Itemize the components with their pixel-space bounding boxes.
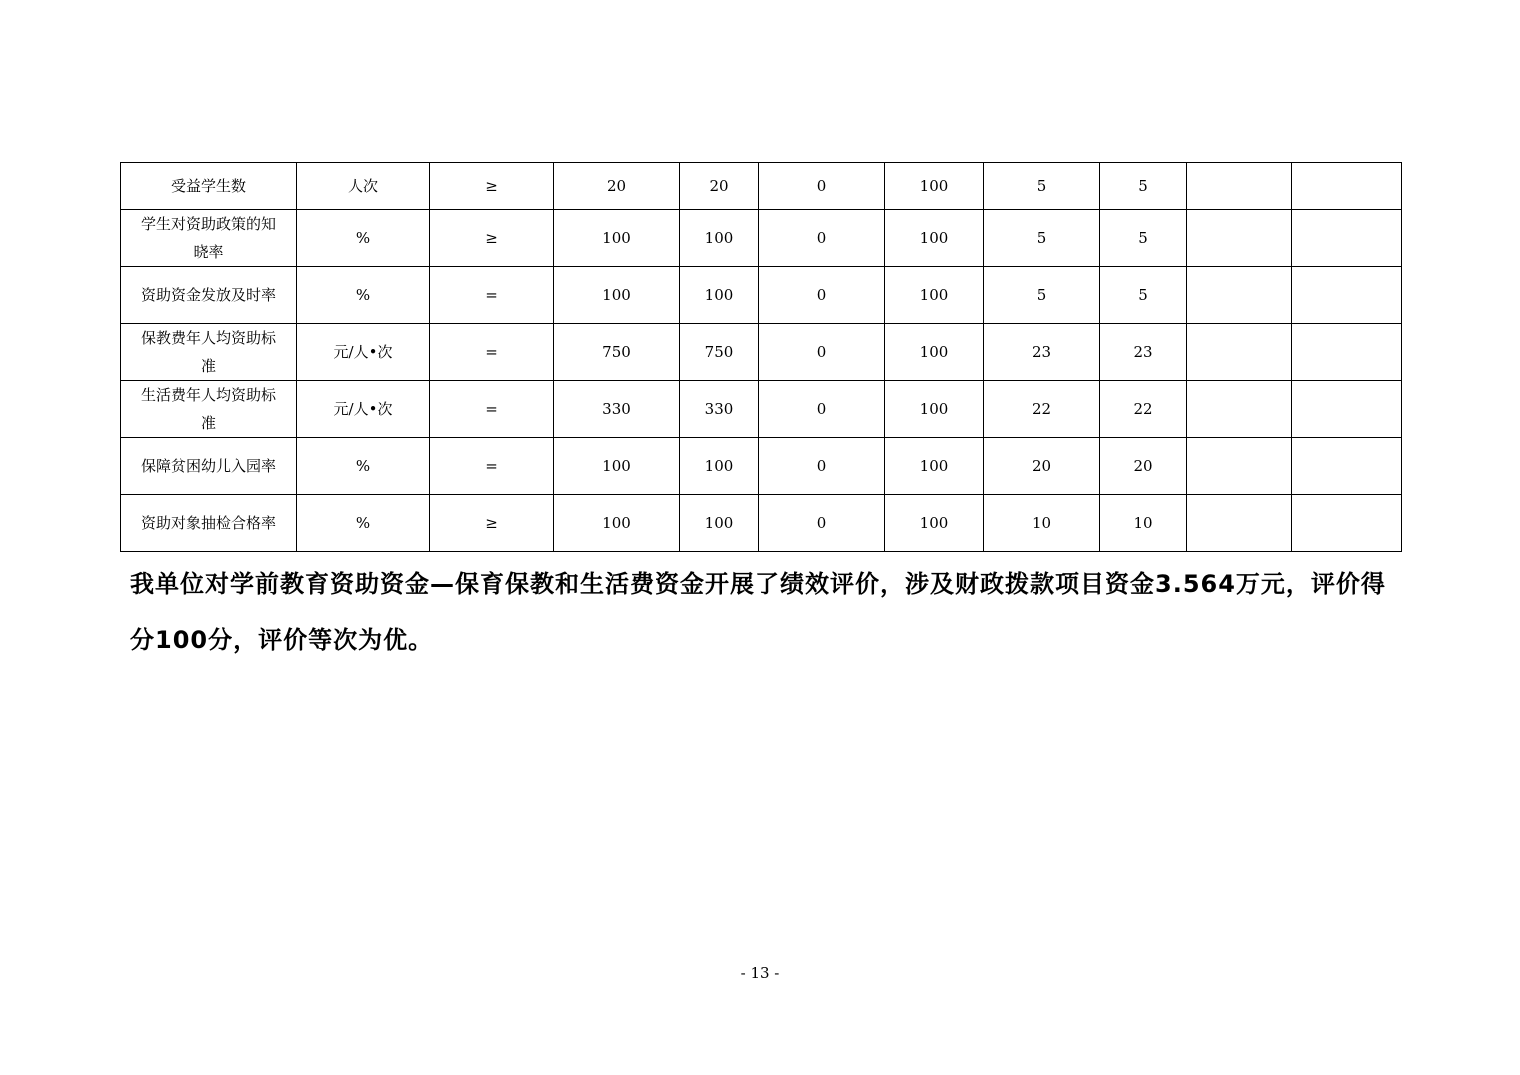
completion-rate-cell: 100: [885, 495, 984, 552]
unit-cell: %: [297, 210, 430, 267]
score-cell: 10: [1100, 495, 1187, 552]
unit-cell: %: [297, 438, 430, 495]
table-row: [121, 267, 1402, 324]
operator-cell: =: [430, 267, 554, 324]
unit-cell: %: [297, 495, 430, 552]
empty-cell: [1187, 267, 1292, 324]
indicator-name-cell: 生活费年人均资助标准: [121, 381, 297, 438]
actual-value-cell: 330: [680, 381, 759, 438]
unit-cell: %: [297, 267, 430, 324]
weight-cell: 5: [984, 267, 1100, 324]
indicator-name-cell: 资助对象抽检合格率: [121, 495, 297, 552]
weight-cell: 22: [984, 381, 1100, 438]
target-value-cell: 330: [554, 381, 680, 438]
table-row: [121, 381, 1402, 438]
target-value-cell: 20: [554, 163, 680, 210]
target-value-cell: 750: [554, 324, 680, 381]
operator-cell: =: [430, 324, 554, 381]
empty-cell: [1292, 163, 1402, 210]
completion-rate-cell: 100: [885, 267, 984, 324]
empty-cell: [1292, 438, 1402, 495]
table-row: [121, 210, 1402, 267]
actual-value-cell: 100: [680, 267, 759, 324]
score-cell: 20: [1100, 438, 1187, 495]
operator-cell: ≥: [430, 495, 554, 552]
weight-cell: 5: [984, 163, 1100, 210]
actual-value-cell: 100: [680, 495, 759, 552]
indicator-name-cell: 保障贫困幼儿入园率: [121, 438, 297, 495]
performance-indicator-table: [120, 162, 1402, 552]
table-row: [121, 438, 1402, 495]
operator-cell: ≥: [430, 163, 554, 210]
indicator-name-cell: 保教费年人均资助标准: [121, 324, 297, 381]
unit-cell: 元/人•次: [297, 324, 430, 381]
target-value-cell: 100: [554, 267, 680, 324]
operator-cell: ≥: [430, 210, 554, 267]
deviation-cell: 0: [759, 210, 885, 267]
empty-cell: [1292, 381, 1402, 438]
deviation-cell: 0: [759, 438, 885, 495]
completion-rate-cell: 100: [885, 438, 984, 495]
operator-cell: =: [430, 381, 554, 438]
completion-rate-cell: 100: [885, 163, 984, 210]
deviation-cell: 0: [759, 495, 885, 552]
empty-cell: [1292, 210, 1402, 267]
target-value-cell: 100: [554, 438, 680, 495]
deviation-cell: 0: [759, 163, 885, 210]
table-row: [121, 495, 1402, 552]
actual-value-cell: 20: [680, 163, 759, 210]
deviation-cell: 0: [759, 267, 885, 324]
weight-cell: 10: [984, 495, 1100, 552]
empty-cell: [1187, 438, 1292, 495]
empty-cell: [1187, 381, 1292, 438]
operator-cell: =: [430, 438, 554, 495]
weight-cell: 20: [984, 438, 1100, 495]
deviation-cell: 0: [759, 381, 885, 438]
empty-cell: [1292, 324, 1402, 381]
completion-rate-cell: 100: [885, 210, 984, 267]
score-cell: 5: [1100, 163, 1187, 210]
empty-cell: [1292, 267, 1402, 324]
deviation-cell: 0: [759, 324, 885, 381]
indicator-name-cell: 资助资金发放及时率: [121, 267, 297, 324]
empty-cell: [1187, 163, 1292, 210]
completion-rate-cell: 100: [885, 381, 984, 438]
weight-cell: 23: [984, 324, 1100, 381]
score-cell: 5: [1100, 267, 1187, 324]
indicator-name-cell: 学生对资助政策的知晓率: [121, 210, 297, 267]
score-cell: 5: [1100, 210, 1187, 267]
unit-cell: 元/人•次: [297, 381, 430, 438]
actual-value-cell: 750: [680, 324, 759, 381]
target-value-cell: 100: [554, 210, 680, 267]
empty-cell: [1187, 324, 1292, 381]
score-cell: 23: [1100, 324, 1187, 381]
table-row: [121, 163, 1402, 210]
weight-cell: 5: [984, 210, 1100, 267]
empty-cell: [1187, 495, 1292, 552]
empty-cell: [1187, 210, 1292, 267]
table-row: [121, 324, 1402, 381]
page-number: - 13 -: [740, 964, 780, 982]
score-cell: 22: [1100, 381, 1187, 438]
evaluation-summary-paragraph: 我单位对学前教育资助资金—保育保教和生活费资金开展了绩效评价，涉及财政拨款项目资金3.564万元，评价得分100分，评价等次为优。: [130, 570, 1386, 654]
target-value-cell: 100: [554, 495, 680, 552]
actual-value-cell: 100: [680, 210, 759, 267]
actual-value-cell: 100: [680, 438, 759, 495]
completion-rate-cell: 100: [885, 324, 984, 381]
empty-cell: [1292, 495, 1402, 552]
unit-cell: 人次: [297, 163, 430, 210]
indicator-name-cell: 受益学生数: [121, 163, 297, 210]
